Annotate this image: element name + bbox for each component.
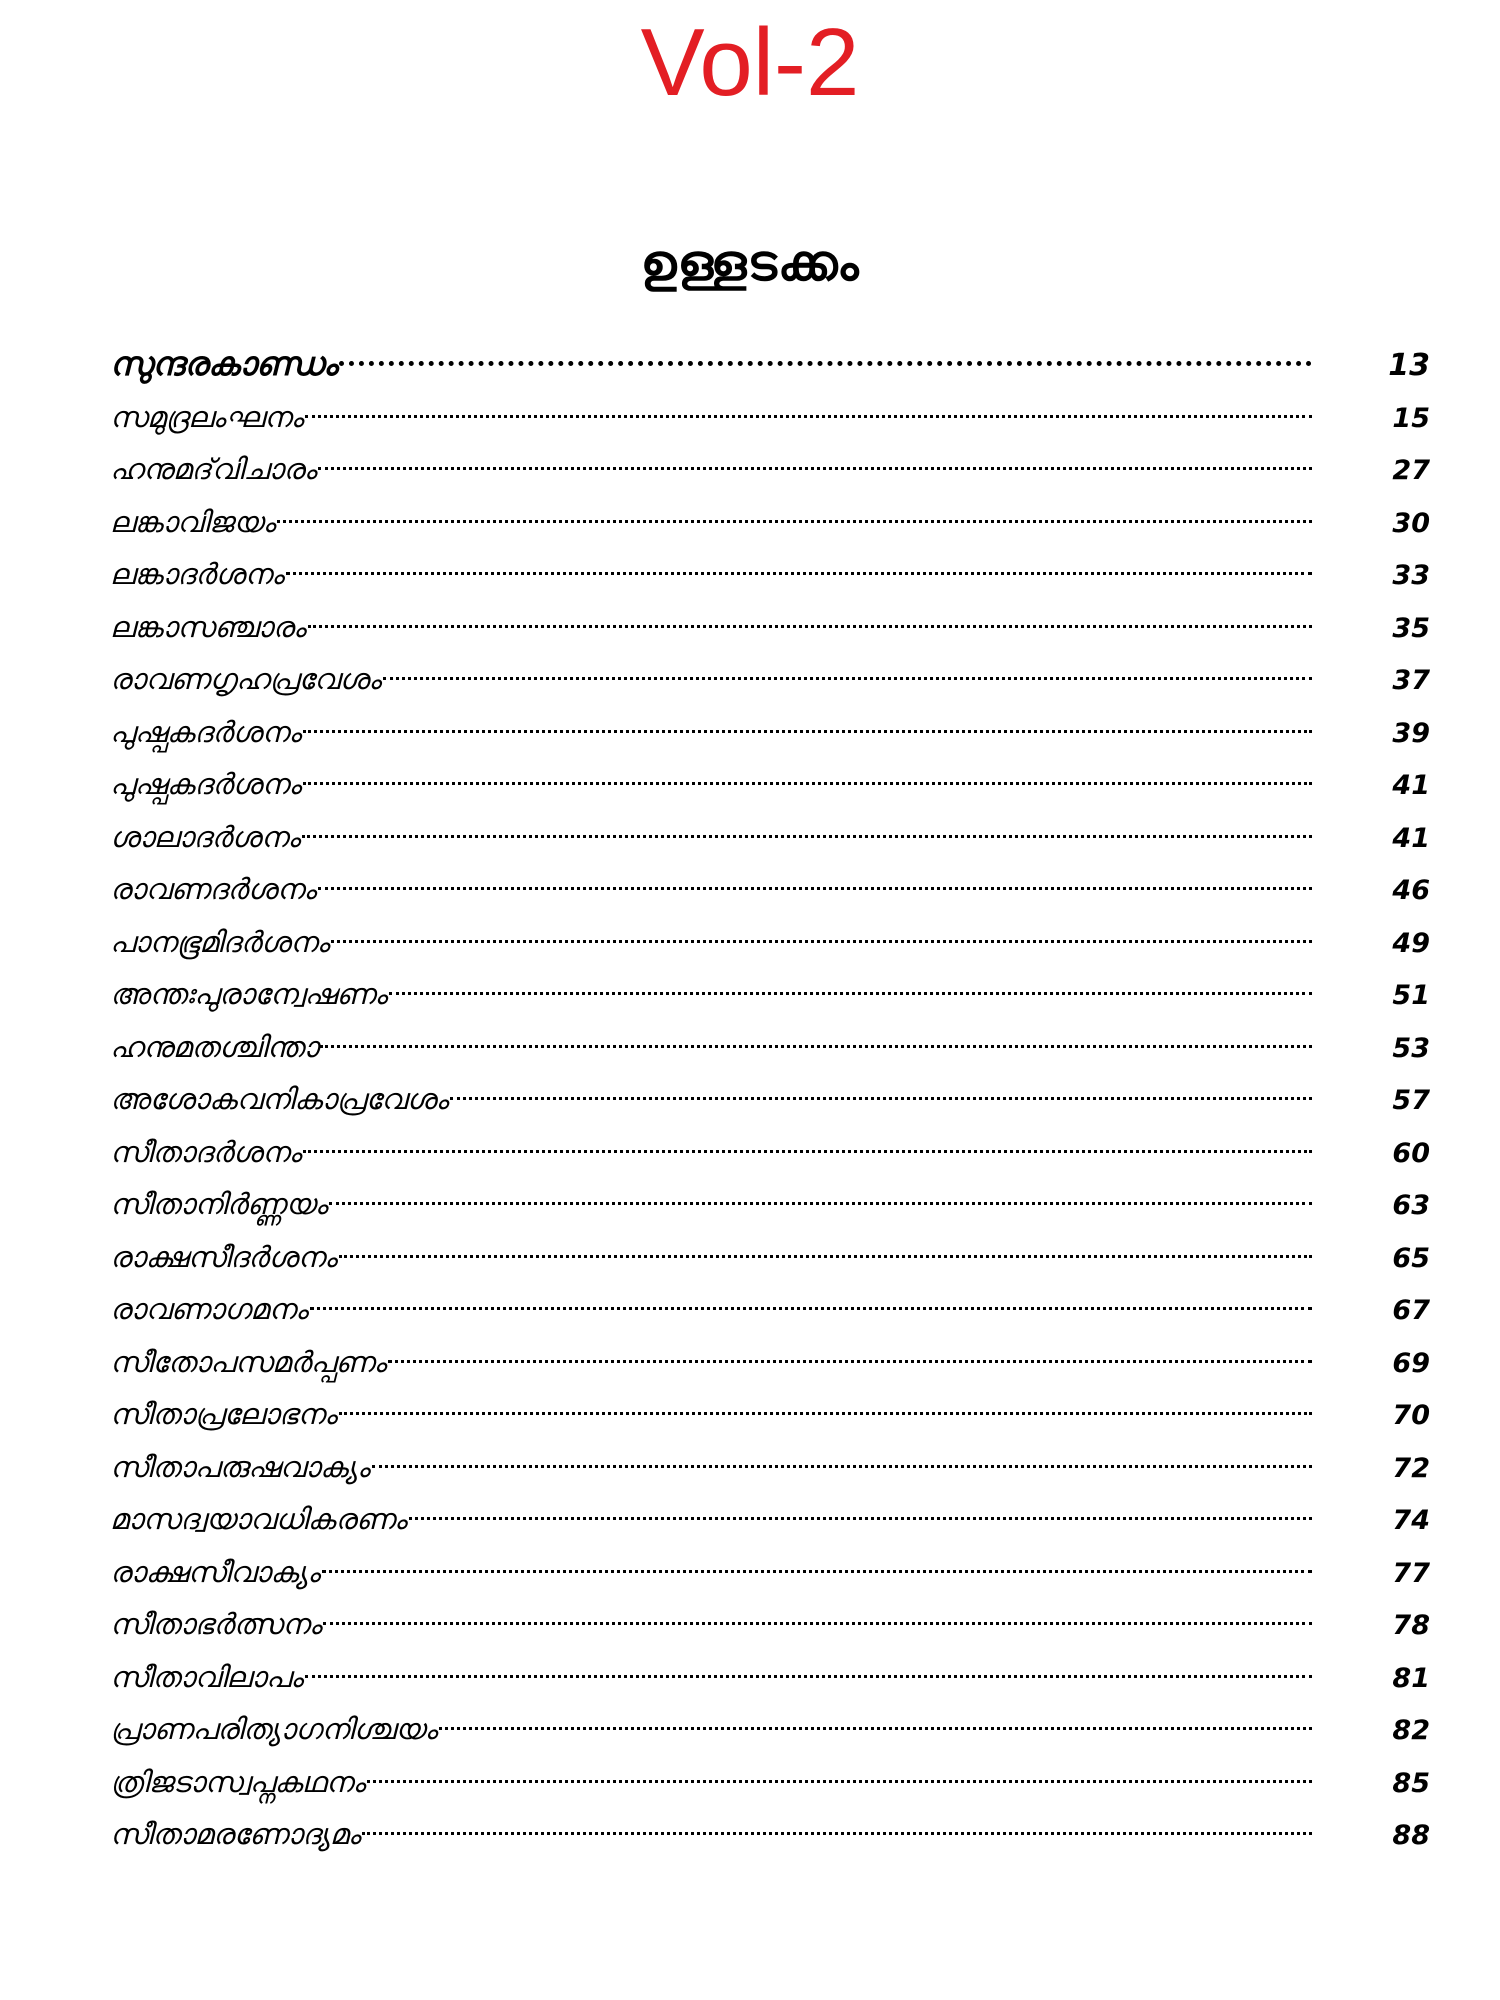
dot-leader bbox=[286, 572, 1312, 575]
toc-entry bbox=[110, 1231, 1430, 1284]
toc-entry bbox=[110, 1808, 1430, 1861]
page-title: ഉള്ളടക്കം bbox=[640, 234, 860, 292]
toc-page-number: 67 bbox=[1392, 1295, 1430, 1326]
toc-entry-title: ത്രിജടാസ്വപ്നകഥനം bbox=[110, 1764, 365, 1799]
toc-page-number: 78 bbox=[1392, 1610, 1430, 1641]
toc-entry-title: ലങ്കാസഞ്ചാരം bbox=[110, 609, 306, 644]
dot-leader bbox=[318, 467, 1312, 470]
toc-page-number: 33 bbox=[1392, 560, 1430, 591]
toc-page-number: 15 bbox=[1392, 402, 1430, 434]
toc-entry bbox=[110, 1283, 1430, 1336]
dot-leader bbox=[372, 1465, 1313, 1468]
toc-entry-title: സീതാനിർണ്ണയം bbox=[110, 1187, 328, 1221]
toc-entry-title: ലങ്കാവിജയം bbox=[110, 504, 276, 539]
dot-leader bbox=[302, 835, 1312, 838]
toc-page-number: 51 bbox=[1392, 980, 1430, 1011]
dot-leader bbox=[305, 1675, 1312, 1678]
toc-page-number: 30 bbox=[1392, 507, 1430, 539]
toc-page-number: 85 bbox=[1392, 1767, 1430, 1799]
toc-page-number: 63 bbox=[1392, 1190, 1430, 1221]
toc-page-number: 77 bbox=[1392, 1557, 1430, 1589]
toc-entry bbox=[110, 548, 1430, 601]
toc-page-number: 35 bbox=[1392, 612, 1430, 644]
dot-leader bbox=[439, 1727, 1312, 1730]
toc-entry bbox=[110, 1126, 1430, 1179]
dot-leader bbox=[388, 1360, 1312, 1363]
toc-entry-title: രാവണാഗമനം bbox=[110, 1292, 308, 1326]
dot-leader bbox=[318, 887, 1312, 890]
dot-leader bbox=[310, 1307, 1312, 1310]
toc-entry bbox=[110, 863, 1430, 916]
toc-entry-title: സീതാഭർത്സനം bbox=[110, 1607, 322, 1641]
dot-leader bbox=[383, 677, 1312, 680]
dot-leader bbox=[329, 1202, 1312, 1205]
toc-page-number: 57 bbox=[1392, 1085, 1430, 1116]
toc-entry bbox=[110, 601, 1430, 654]
toc-page-number: 72 bbox=[1392, 1452, 1430, 1484]
toc-page-number: 65 bbox=[1392, 1242, 1430, 1274]
toc-entry-title: സീതാമരണോദ്യമം bbox=[110, 1817, 361, 1851]
toc-entry-title: ലങ്കാദർശനം bbox=[110, 557, 284, 591]
toc-entry-title: അശോകവനികാപ്രവേശം bbox=[110, 1082, 449, 1116]
toc-page-number: 82 bbox=[1392, 1715, 1430, 1746]
toc-entry-title: സീതാപരുഷവാക്യം bbox=[110, 1449, 370, 1484]
toc-entry-title: രാക്ഷസീവാക്യം bbox=[110, 1554, 320, 1589]
toc-page-number: 88 bbox=[1392, 1820, 1430, 1851]
toc-entry bbox=[110, 706, 1430, 759]
table-of-contents bbox=[110, 338, 1430, 1861]
volume-label: Vol-2 bbox=[640, 9, 860, 116]
dot-leader bbox=[305, 415, 1312, 418]
toc-page-number: 13 bbox=[1388, 348, 1430, 383]
toc-entry-title: അന്തഃപുരാന്വേഷണം bbox=[110, 977, 387, 1011]
toc-entry bbox=[110, 758, 1430, 811]
toc-page-number: 27 bbox=[1392, 455, 1430, 486]
toc-entry bbox=[110, 653, 1430, 706]
dot-leader bbox=[303, 730, 1312, 733]
toc-entry bbox=[110, 1388, 1430, 1441]
toc-entry bbox=[110, 391, 1430, 444]
toc-page-number: 69 bbox=[1392, 1347, 1430, 1379]
toc-entry bbox=[110, 1021, 1430, 1074]
toc-entry bbox=[110, 811, 1430, 864]
toc-entry-title: സുന്ദരകാണ്ഡം bbox=[110, 344, 338, 383]
toc-entry-title: പ്രാണപരിത്യാഗനിശ്ചയം bbox=[110, 1712, 437, 1746]
dot-leader bbox=[320, 1045, 1312, 1048]
dot-leader bbox=[450, 1097, 1312, 1100]
dot-leader bbox=[367, 1780, 1312, 1783]
toc-entry bbox=[110, 1493, 1430, 1546]
toc-entry-title: രാവണഗൃഹപ്രവേശം bbox=[110, 662, 381, 696]
toc-section-entry bbox=[110, 338, 1430, 391]
toc-entry-title: സീതാവിലാപം bbox=[110, 1659, 303, 1694]
dot-leader bbox=[331, 940, 1312, 943]
dot-leader bbox=[277, 520, 1312, 523]
toc-page-number: 37 bbox=[1392, 665, 1430, 696]
toc-entry bbox=[110, 496, 1430, 549]
toc-page-number: 41 bbox=[1392, 770, 1430, 801]
toc-entry bbox=[110, 1598, 1430, 1651]
toc-entry-title: ഹനുമതശ്ചിന്താ bbox=[110, 1029, 319, 1064]
toc-entry-title: മാസദ്വയാവധികരണം bbox=[110, 1502, 407, 1536]
dot-leader bbox=[339, 1255, 1312, 1258]
toc-entry bbox=[110, 1441, 1430, 1494]
toc-page-number: 74 bbox=[1392, 1505, 1430, 1536]
toc-entry-title: സീതാദർശനം bbox=[110, 1134, 302, 1169]
toc-page-number: 70 bbox=[1392, 1400, 1430, 1431]
toc-entry-title: പുഷ്പകദർശനം bbox=[110, 714, 301, 749]
toc-entry-title: സീതാപ്രലോഭനം bbox=[110, 1397, 337, 1431]
toc-entry-title: രാക്ഷസീദർശനം bbox=[110, 1239, 337, 1274]
toc-entry-title: പുഷ്പകദർശനം bbox=[110, 767, 301, 801]
toc-page-number: 60 bbox=[1392, 1137, 1430, 1169]
toc-entry-title: സീതോപസമർപ്പണം bbox=[110, 1344, 387, 1379]
dot-leader bbox=[362, 1832, 1312, 1835]
toc-page-number: 81 bbox=[1392, 1662, 1430, 1694]
toc-entry bbox=[110, 1546, 1430, 1599]
dot-leader bbox=[303, 1150, 1312, 1153]
dot-leader bbox=[308, 625, 1312, 628]
toc-entry bbox=[110, 1703, 1430, 1756]
toc-page-number: 49 bbox=[1392, 927, 1430, 959]
toc-entry bbox=[110, 1756, 1430, 1809]
dot-leader bbox=[389, 992, 1312, 995]
toc-entry bbox=[110, 968, 1430, 1021]
toc-entry-title: ഹനുമദ്‌വിചാരം bbox=[110, 452, 317, 486]
toc-entry bbox=[110, 1073, 1430, 1126]
toc-entry-title: പാനഭൂമിദർശനം bbox=[110, 924, 330, 959]
toc-entry-title: രാവണദർശനം bbox=[110, 872, 316, 906]
dot-leader bbox=[409, 1517, 1312, 1520]
toc-page-number: 41 bbox=[1392, 822, 1430, 854]
dot-leader bbox=[339, 1412, 1312, 1415]
toc-entry bbox=[110, 443, 1430, 496]
toc-page-number: 46 bbox=[1392, 875, 1430, 906]
toc-entry bbox=[110, 1651, 1430, 1704]
dot-leader bbox=[339, 361, 1312, 366]
toc-entry bbox=[110, 1336, 1430, 1389]
toc-entry bbox=[110, 916, 1430, 969]
toc-entry bbox=[110, 1178, 1430, 1231]
toc-entry-title: ശാലാദർശനം bbox=[110, 819, 300, 854]
toc-entry-title: സമുദ്രലംഘനം bbox=[110, 399, 304, 434]
dot-leader bbox=[322, 1570, 1312, 1573]
dot-leader bbox=[303, 782, 1312, 785]
dot-leader bbox=[323, 1622, 1312, 1625]
toc-page-number: 39 bbox=[1392, 717, 1430, 749]
toc-page-number: 53 bbox=[1392, 1032, 1430, 1064]
